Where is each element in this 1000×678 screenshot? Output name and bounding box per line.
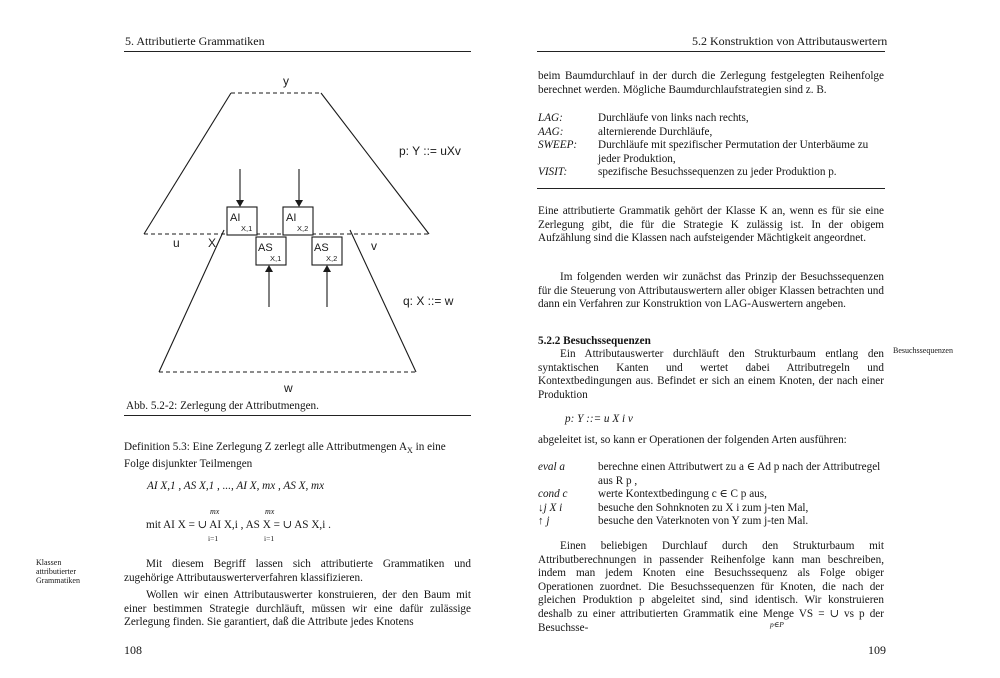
intro-paragraph: beim Baumdurchlauf in der durch die Zerlegung festgelegten Reihenfolge berechnet werden. Mögliche Baumdurchlaufstrategien sind z. B. bbox=[538, 70, 884, 96]
right-margin-note: Besuchssequenzen bbox=[893, 346, 953, 355]
label-as1-sub: X,1 bbox=[270, 254, 282, 263]
union-upper-1: mx bbox=[210, 507, 220, 516]
strategy-term: SWEEP: bbox=[538, 139, 578, 152]
operation-desc: besuche den Vaterknoten von Y zum j-ten Mal. bbox=[598, 515, 809, 528]
strategy-desc: Durchläufe mit spezifischer Permutation der Unterbäume zu jeder Produktion, bbox=[598, 139, 869, 165]
paragraph-classify: Mit diesem Begriff lassen sich attributierte Grammatiken und zugehörige Attributauswerterverfahren klassifizieren. bbox=[124, 558, 471, 584]
operation-term: eval a bbox=[538, 461, 566, 473]
derived-line: abgeleitet ist, so kann er Operationen der folgenden Arten ausführen: bbox=[538, 434, 847, 446]
operation-visit-child bbox=[538, 502, 884, 516]
label-u: u bbox=[173, 236, 180, 250]
strategy-sweep bbox=[538, 139, 884, 166]
label-production-q: q: X ::= w bbox=[403, 294, 454, 308]
arrowhead-ai1 bbox=[236, 200, 244, 207]
union-upper-2: mx bbox=[265, 507, 275, 516]
union-lower-2: i=1 bbox=[264, 534, 275, 543]
label-as2: AS bbox=[314, 242, 329, 254]
label-v: v bbox=[371, 239, 377, 253]
strategy-desc: alternierende Durchläufe, bbox=[598, 125, 713, 138]
strategy-desc: Durchläufe von links nach rechts, bbox=[598, 112, 749, 124]
definition-text: Definition 5.3: Eine Zerlegung Z zerlegt alle Attributmengen A bbox=[124, 441, 408, 453]
strategy-lag bbox=[538, 112, 884, 126]
operation-cond bbox=[538, 488, 884, 502]
label-x: X bbox=[208, 236, 217, 250]
margin-note-line-3: Grammatiken bbox=[36, 576, 80, 585]
caption-rule bbox=[124, 415, 471, 416]
right-running-header: 5.2 Konstruktion von Attributauswertern bbox=[692, 34, 888, 48]
paragraph-final: Einen beliebigen Durchlauf durch den Strukturbaum mit Attributberechnungen in passender Reihenfolge kann man beschreiben, indem man jedem Knoten eine Besuchssequenz als Folge obiger Operationen zuordnet. Die Besuchssequenzen für Knoten, die nach der gleichen Produktion p abgeleitet sind, sind identisch. Wir konstruieren deshalb zu einer attributierten Grammatik eine Menge VS = ∪ vs p der Besuchsse- bbox=[538, 540, 884, 634]
label-ai1: AI bbox=[230, 212, 241, 224]
paragraph-following: Im folgenden werden wir zunächst das Prinzip der Besuchssequenzen für die Steuerung von Attributauswertern aller obiger Klassen betrachten und dann ein Verfahren zur Konstruktion von LAG-Auswertern angeben. bbox=[538, 271, 884, 311]
operation-visit-parent bbox=[538, 515, 884, 529]
label-as2-sub: X,2 bbox=[326, 254, 338, 263]
operation-desc: berechne einen Attributwert zu a ∈ Ad p nach der Attributregel aus R p , bbox=[598, 461, 881, 487]
left-running-header: 5. Attributierte Grammatiken bbox=[125, 34, 265, 48]
upper-left-edge bbox=[144, 93, 231, 234]
strategy-desc: spezifische Besuchssequenzen zu jeder Produktion p. bbox=[598, 166, 837, 179]
lower-left-edge bbox=[159, 230, 224, 372]
production-formula: p: Y ::= u X i v bbox=[565, 413, 633, 425]
strategy-term: LAG: bbox=[538, 112, 563, 124]
definition-sub: X bbox=[407, 446, 413, 456]
label-ai2: AI bbox=[286, 212, 297, 224]
margin-note-line-2: attributierter bbox=[36, 567, 76, 576]
left-margin-note bbox=[36, 558, 106, 585]
left-page-number: 108 bbox=[124, 643, 142, 657]
operation-desc: werte Kontextbedingung c ∈ C p aus, bbox=[598, 488, 767, 501]
operation-eval bbox=[538, 461, 884, 488]
strategy-term: VISIT: bbox=[538, 166, 568, 179]
zerlegung-figure bbox=[124, 62, 474, 402]
arrowhead-as1 bbox=[265, 265, 273, 272]
formula-union: mit AI X = ∪ AI X,i , AS X = ∪ AS X,i . bbox=[146, 519, 331, 531]
operation-term: cond c bbox=[538, 488, 568, 501]
section-paragraph: Ein Attributauswerter durchläuft den Strukturbaum entlang den syntaktischen Kanten und wertet dabei Attributregeln und Kontextbedingungen aus. Befindet er sich an einem Knoten, der nach einer Produktion bbox=[538, 348, 884, 401]
operation-term: ↑ j bbox=[538, 515, 550, 528]
label-production-p: p: Y ::= uXv bbox=[399, 144, 461, 158]
right-header-rule bbox=[537, 51, 885, 52]
definition-line2: Folge disjunkter Teilmengen bbox=[124, 457, 253, 470]
section-heading: 5.2.2 Besuchssequenzen bbox=[538, 335, 651, 347]
label-ai2-sub: X,2 bbox=[297, 224, 309, 233]
strategy-term: AAG: bbox=[538, 125, 564, 138]
right-page-number: 109 bbox=[868, 643, 886, 657]
strategy-list bbox=[538, 112, 884, 180]
definition-block bbox=[124, 441, 471, 471]
formula-sequence: AI X,1 , AS X,1 , ..., AI X, mx , AS X, mx bbox=[147, 480, 325, 492]
label-y: y bbox=[283, 74, 289, 88]
operation-term: ↓j X i bbox=[538, 501, 563, 514]
strategy-rule bbox=[537, 188, 885, 189]
union-lower-1: i=1 bbox=[208, 534, 219, 543]
margin-note-line-1: Klassen bbox=[36, 558, 62, 567]
upper-right-edge bbox=[321, 93, 429, 234]
strategy-visit bbox=[538, 166, 884, 180]
paragraph-strategy: Wollen wir einen Attributauswerter konstruieren, der den Baum mit einer bestimmen Strategie durchläuft, müssen wir eine dafür zulässige Zerlegung finden. Sie garantiert, daß die Attribute jedes Knotens bbox=[124, 589, 471, 629]
label-ai1-sub: X,1 bbox=[241, 224, 253, 233]
paragraph-class-k: Eine attributierte Grammatik gehört der Klasse K an, wenn es für sie eine Zerlegung gibt, die für die Strategie K zulässig ist. In der obigem Aufzählung sind die Klassen nach aufsteigender Mächtigkeit angeordnet. bbox=[538, 205, 884, 245]
operation-desc: besuche den Sohnknoten zu X i zum j-ten Mal, bbox=[598, 501, 809, 514]
operations-list bbox=[538, 461, 884, 529]
definition-end: in eine bbox=[412, 441, 446, 453]
figure-caption: Abb. 5.2-2: Zerlegung der Attributmengen. bbox=[126, 400, 319, 412]
strategy-aag bbox=[538, 126, 884, 140]
final-union-lower: p∈P bbox=[770, 620, 784, 629]
label-w: w bbox=[284, 381, 293, 395]
arrowhead-ai2 bbox=[295, 200, 303, 207]
label-as1: AS bbox=[258, 242, 273, 254]
left-header-rule bbox=[124, 51, 471, 52]
arrowhead-as2 bbox=[323, 265, 331, 272]
